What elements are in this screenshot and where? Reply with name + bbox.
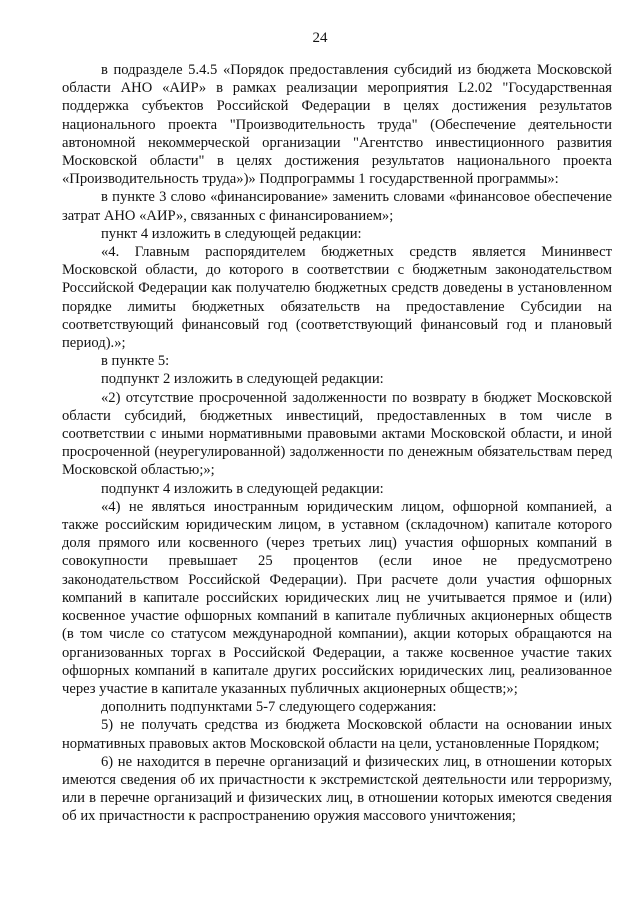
- paragraph-subpoint-2-intro: подпункт 2 изложить в следующей редакции:: [101, 371, 384, 388]
- paragraph-subpoint-4-intro: подпункт 4 изложить в следующей редакции:: [101, 480, 384, 497]
- paragraph-point-5-intro: в пункте 5:: [101, 353, 170, 370]
- paragraph-subpoints-5-7-intro: дополнить подпунктами 5-7 следующего содержания:: [101, 699, 437, 716]
- page-number: 24: [312, 30, 328, 46]
- document-body: [62, 61, 612, 826]
- paragraph-subpoint-2-text: «2) отсутствие просроченной задолженности по возврату в бюджет Московской области субсидий, бюджетных инвестиций, предоставленных в том числе в соответствии с иными нормативными правовыми актами Московской области, и иной просроченной (неурегулированной) задолженности по денежным обязательствам перед Московской областью;»;: [62, 389, 612, 479]
- paragraph-subpoint-4-text: «4) не являться иностранным юридическим лицом, офшорной компанией, а также российским юридическим лицом, в уставном (складочном) капитале которого доля прямого или косвенного (через третьих лиц) участия офшорных компаний в совокупности превышает 25 процентов (если иное не предусмотрено законодательством Российской Федерации). При расчете доли участия офшорных компаний в капитале российских юридических лиц не учитывается прямое и (или) косвенное участие офшорных компаний в капитале публичных акционерных обществ (в том числе со статусом международной компании), акции которых обращаются на организованных торгах в Российской Федерации, а также косвенное участие таких офшорных компаний в капитале других российских юридических лиц, реализованное через участие в капитале указанных публичных акционерных обществ;»;: [62, 498, 612, 697]
- paragraph-point-4-intro: пункт 4 изложить в следующей редакции:: [101, 225, 362, 242]
- paragraph-subpoint-6: 6) не находится в перечне организаций и физических лиц, в отношении которых имеются сведения об их причастности к экстремистской деятельности или терроризму, или в перечне организаций и физических лиц, в отношении которых имеются сведения об их причастности к распространению оружия массового уничтожения;: [62, 753, 612, 825]
- paragraph-point-3-amendment: в пункте 3 слово «финансирование» заменить словами «финансовое обеспечение затрат АНО «АИР», связанных с финансированием»;: [62, 189, 612, 224]
- paragraph-subpoint-5: 5) не получать средства из бюджета Московской области на основании иных нормативных правовых актов Московской области на цели, установленные Порядком;: [62, 717, 612, 752]
- paragraph-point-4-text: «4. Главным распорядителем бюджетных средств является Мининвест Московской области, до которого в соответствии с бюджетным законодательством Российской Федерации как получателю бюджетных средств доведены в установленном порядке лимиты бюджетных обязательств на предоставление Субсидии на соответствующий финансовый год (соответствующий финансовый год и плановый период).»;: [62, 244, 612, 352]
- paragraph-subsection-5-4-5: в подразделе 5.4.5 «Порядок предоставления субсидий из бюджета Московской области АНО «АИР» в рамках реализации мероприятия L2.02 "Государственная поддержка субъектов Российской Федерации в целях достижения результатов национального проекта "Производительность труда" (Обеспечение деятельности автономной некоммерческой организации "Агентство инвестиционного развития Московской области" в целях достижения результатов национального проекта «Производительность труда»)» Подпрограммы 1 государственной программы»:: [62, 62, 612, 188]
